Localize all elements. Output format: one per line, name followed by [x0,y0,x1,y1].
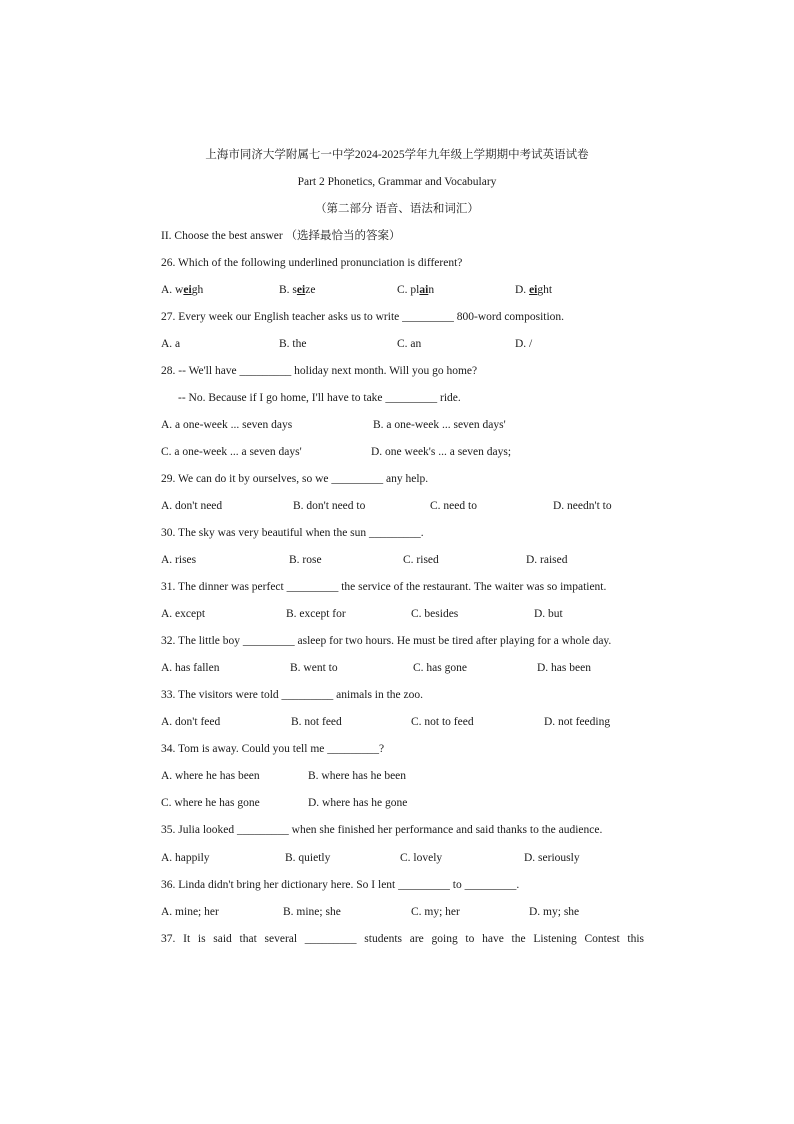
question-26-option-b: B. seize [279,284,316,296]
question-37-stem: 37. It is said that several _________ students are going to have the Listening Contest this [161,933,644,945]
question-34-option-c: C. where he has gone [161,797,260,809]
part-title-cn: （第二部分 语音、语法和词汇） [315,203,479,215]
question-35-option-d: D. seriously [524,852,580,864]
question-31-option-d: D. but [534,608,563,620]
question-28-option-a: A. a one-week ... seven days [161,419,293,431]
question-27-stem: 27. Every week our English teacher asks us to write _________ 800-word composition. [161,311,565,323]
question-28-stem-reply: -- No. Because if I go home, I'll have to take _________ ride. [178,392,461,404]
question-31-option-b: B. except for [286,608,346,620]
question-32-option-d: D. has been [537,662,591,674]
question-32-stem: 32. The little boy _________ asleep for two hours. He must be tired after playing for a whole day. [161,635,612,647]
question-29-stem: 29. We can do it by ourselves, so we _________ any help. [161,473,429,485]
question-28-stem: 28. -- We'll have _________ holiday next month. Will you go home? [161,365,478,377]
part-title: Part 2 Phonetics, Grammar and Vocabulary [297,176,497,188]
question-33-option-b: B. not feed [291,716,342,728]
question-28-option-d: D. one week's ... a seven days; [371,446,512,458]
question-27-option-b: B. the [279,338,307,350]
question-35-option-a: A. happily [161,852,210,864]
question-29-option-b: B. don't need to [293,500,366,512]
question-36-option-b: B. mine; she [283,906,341,918]
question-31-option-c: C. besides [411,608,459,620]
question-33-option-c: C. not to feed [411,716,474,728]
question-27-option-d: D. / [515,338,533,350]
question-32-option-b: B. went to [290,662,338,674]
question-34-option-a: A. where he has been [161,770,260,782]
question-32-option-a: A. has fallen [161,662,220,674]
question-36-stem: 36. Linda didn't bring her dictionary here. So I lent _________ to _________. [161,879,520,891]
question-29-option-d: D. needn't to [553,500,612,512]
question-34-option-b: B. where has he been [308,770,407,782]
question-29-option-a: A. don't need [161,500,223,512]
question-26-option-d: D. eight [515,284,553,296]
question-27-option-a: A. a [161,338,181,350]
question-31-option-a: A. except [161,608,206,620]
question-34-option-d: D. where has he gone [308,797,408,809]
question-33-stem: 33. The visitors were told _________ animals in the zoo. [161,689,424,701]
question-26-option-c: C. plain [397,284,435,296]
question-30-option-c: C. rised [403,554,439,566]
question-35-stem: 35. Julia looked _________ when she finished her performance and said thanks to the audience. [161,824,603,836]
question-30-option-a: A. rises [161,554,197,566]
question-31-stem: 31. The dinner was perfect _________ the service of the restaurant. The waiter was so impatient. [161,581,607,593]
question-29-option-c: C. need to [430,500,477,512]
question-26-stem: 26. Which of the following underlined pronunciation is different? [161,257,463,269]
question-36-option-a: A. mine; her [161,906,219,918]
question-30-option-b: B. rose [289,554,322,566]
exam-title: 上海市同济大学附属七一中学2024-2025学年九年级上学期期中考试英语试卷 [205,149,589,161]
question-35-option-c: C. lovely [400,852,443,864]
question-30-stem: 30. The sky was very beautiful when the sun _________. [161,527,424,539]
question-26-option-a: A. weigh [161,284,204,296]
question-28-option-b: B. a one-week ... seven days' [373,419,506,431]
question-32-option-c: C. has gone [413,662,467,674]
section-heading: II. Choose the best answer （选择最恰当的答案） [161,230,401,242]
question-35-option-b: B. quietly [285,852,331,864]
question-27-option-c: C. an [397,338,422,350]
question-33-option-d: D. not feeding [544,716,611,728]
question-36-option-d: D. my; she [529,906,580,918]
question-34-stem: 34. Tom is away. Could you tell me _________? [161,743,385,755]
question-30-option-d: D. raised [526,554,568,566]
question-28-option-c: C. a one-week ... a seven days' [161,446,302,458]
question-36-option-c: C. my; her [411,906,460,918]
question-33-option-a: A. don't feed [161,716,221,728]
